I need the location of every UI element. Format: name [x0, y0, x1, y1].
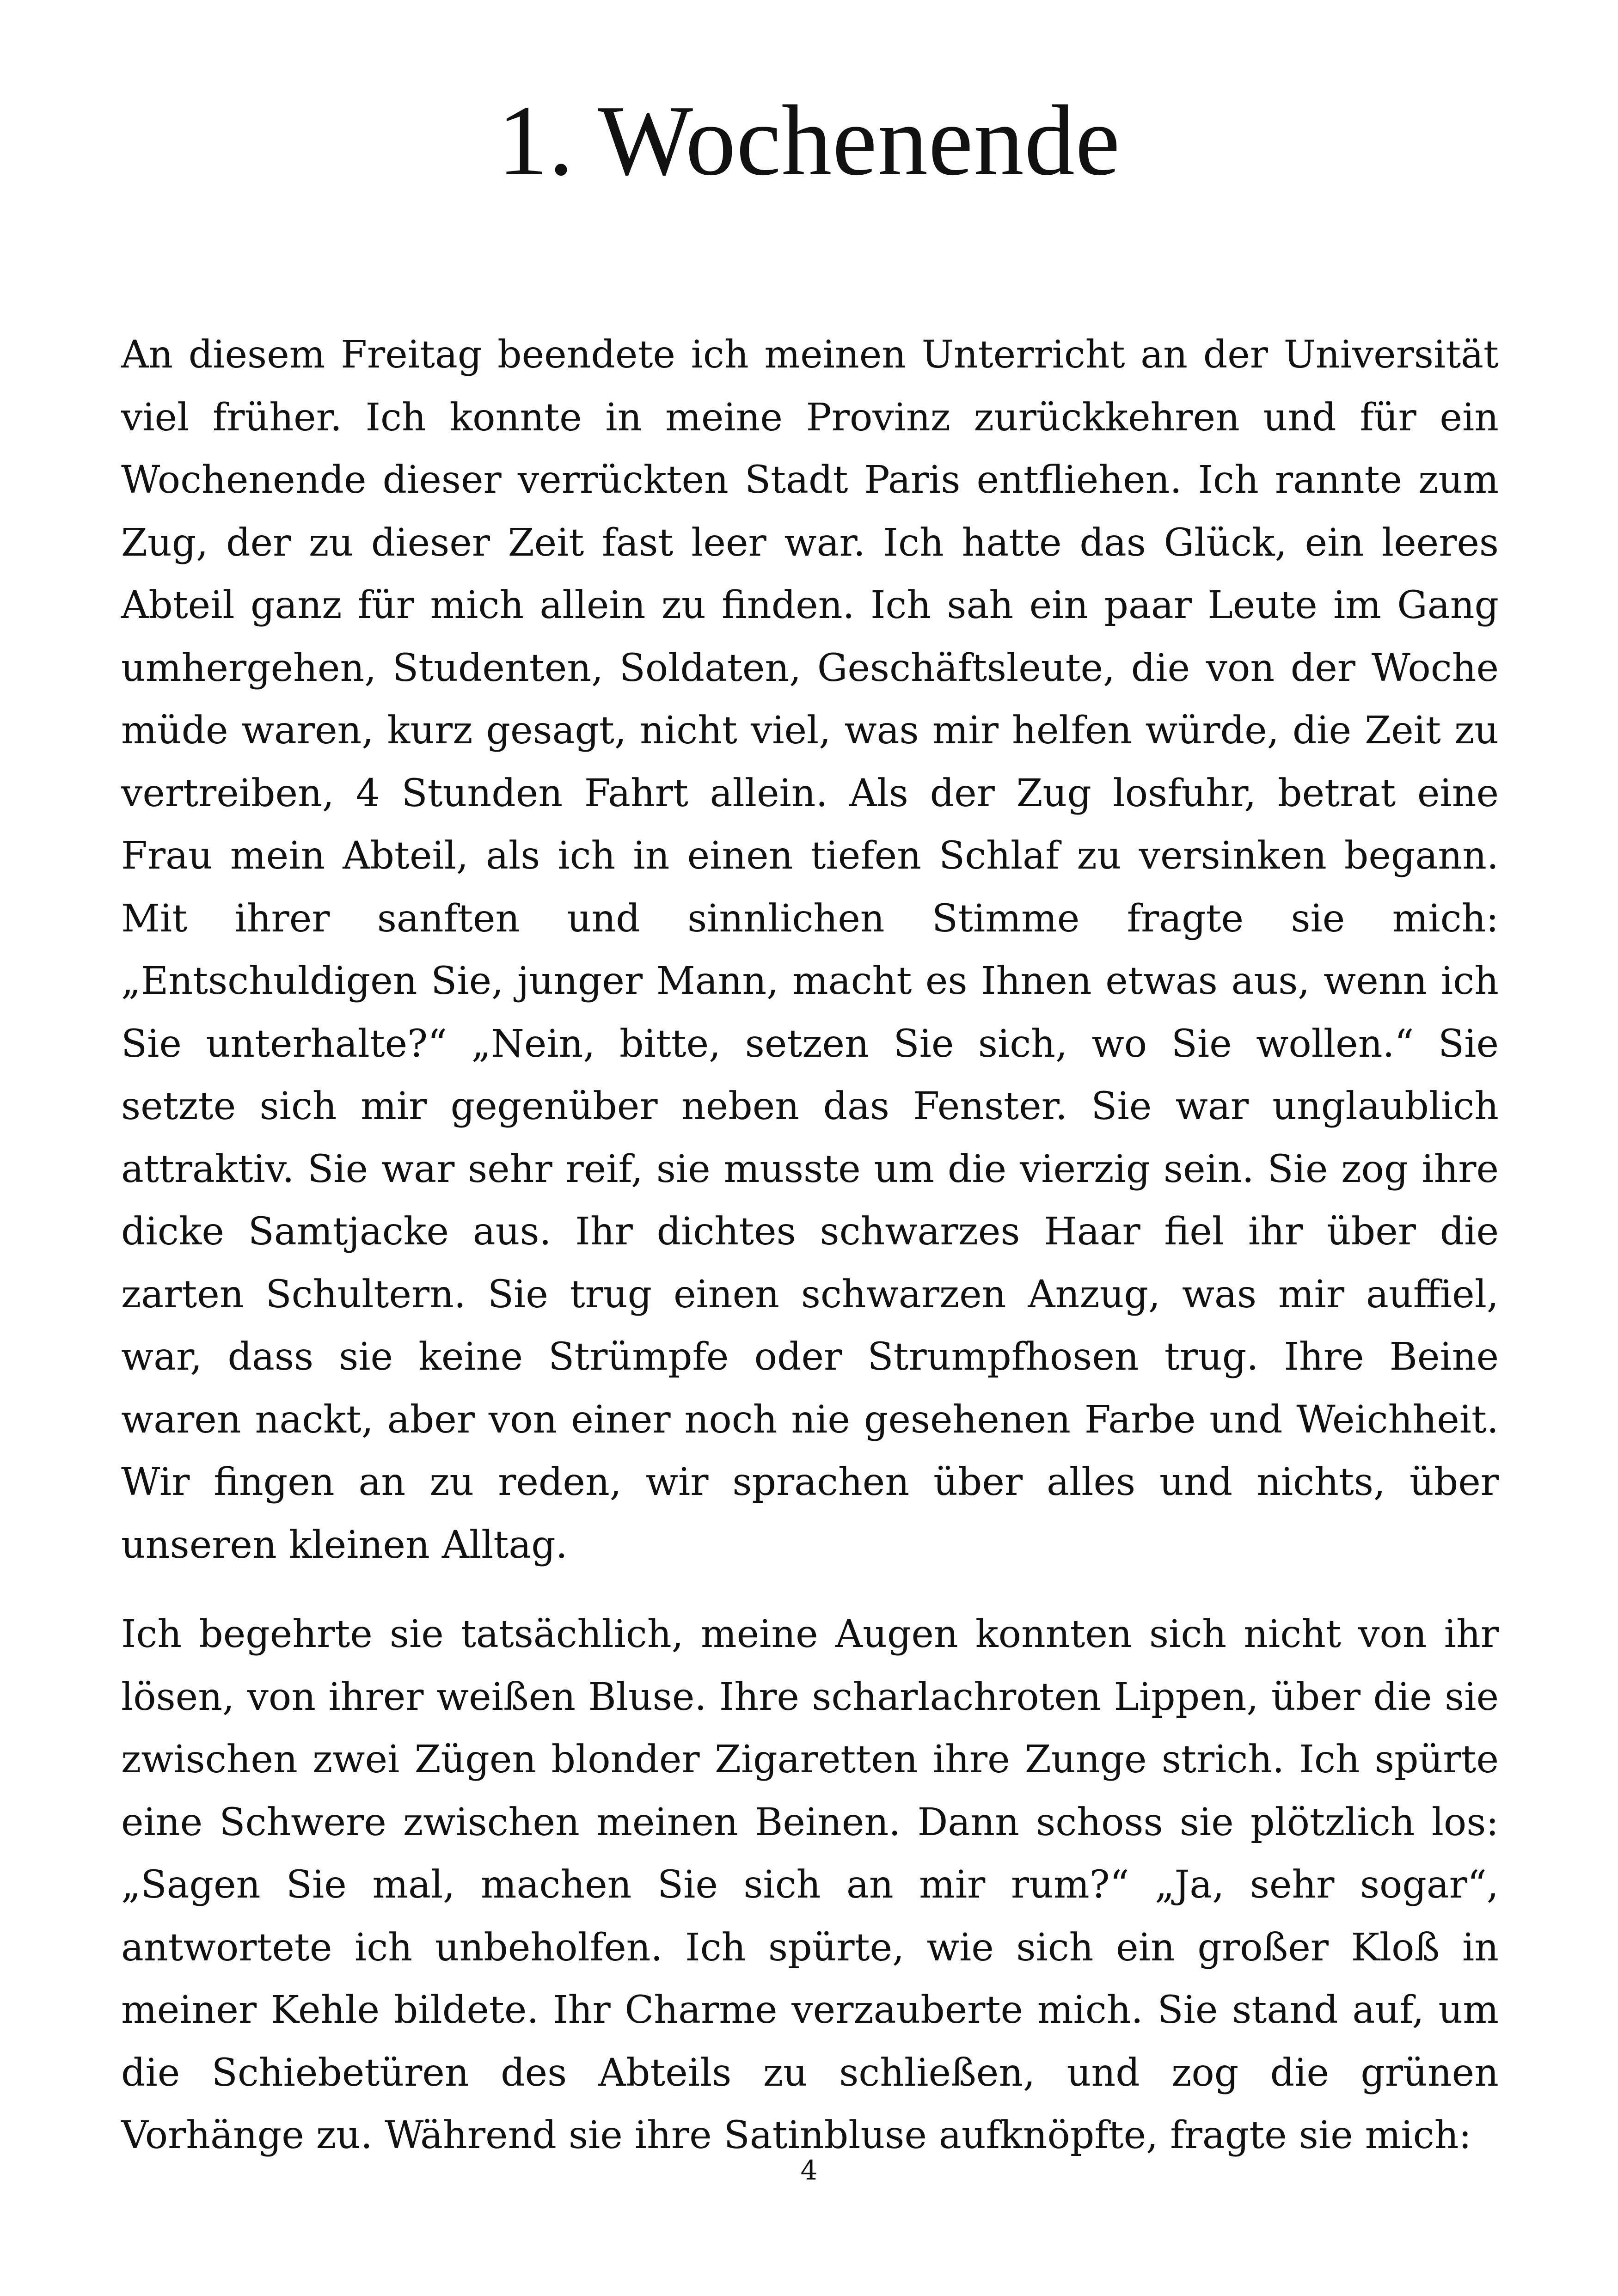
chapter-title: 1. Wochenende [497, 85, 1121, 196]
body-text [121, 324, 1499, 2194]
paragraph-1: An diesem Freitag beendete ich meinen Unterricht an der Universität viel früher. Ich konnte in meine Provinz zurückkehren und für ein Wochenende dieser verrückten Stadt Paris entfliehen. Ich rannte zum Zug, der zu dieser Zeit fast leer war. Ich hatte das Glück, ein leeres Abteil ganz für mich allein zu finden. Ich sah ein paar Leute im Gang umhergehen, Studenten, Soldaten, Geschäftsleute, die von der Woche müde waren, kurz gesagt, nicht viel, was mir helfen würde, die Zeit zu vertreiben, 4 Stunden Fahrt allein. Als der Zug losfuhr, betrat eine Frau mein Abteil, als ich in einen tiefen Schlaf zu versinken begann. Mit ihrer sanften und sinnlichen Stimme fragte sie mich: „Entschuldigen Sie, junger Mann, macht es Ihnen etwas aus, wenn ich Sie unterhalte?“ „Nein, bitte, setzen Sie sich, wo Sie wollen.“ Sie setzte sich mir gegenüber neben das Fenster. Sie war unglaublich attraktiv. Sie war sehr reif, sie musste um die vierzig sein. Sie zog ihre dicke Samtjacke aus. Ihr dichtes schwarzes Haar fiel ihr über die zarten Schultern. Sie trug einen schwarzen Anzug, was mir auffiel, war, dass sie keine Strümpfe oder Strumpfhosen trug. Ihre Beine waren nackt, aber von einer noch nie gesehenen Farbe und Weichheit. Wir fingen an zu reden, wir sprachen über alles und nichts, über unseren kleinen Alltag. [121, 333, 1499, 1567]
paragraph-2: Ich begehrte sie tatsächlich, meine Augen konnten sich nicht von ihr lösen, von ihrer weißen Bluse. Ihre scharlachroten Lippen, über die sie zwischen zwei Zügen blonder Zigaretten ihre Zunge strich. Ich spürte eine Schwere zwischen meinen Beinen. Dann schoss sie plötzlich los: „Sagen Sie mal, machen Sie sich an mir rum?“ „Ja, sehr sogar“, antwortete ich unbeholfen. Ich spürte, wie sich ein großer Kloß in meiner Kehle bildete. Ihr Charme verzauberte mich. Sie stand auf, um die Schiebetüren des Abteils zu schließen, und zog die grünen Vorhänge zu. Während sie ihre Satinbluse aufknöpfte, fragte sie mich: [121, 1612, 1499, 2157]
page-number: 4 [800, 2155, 818, 2186]
